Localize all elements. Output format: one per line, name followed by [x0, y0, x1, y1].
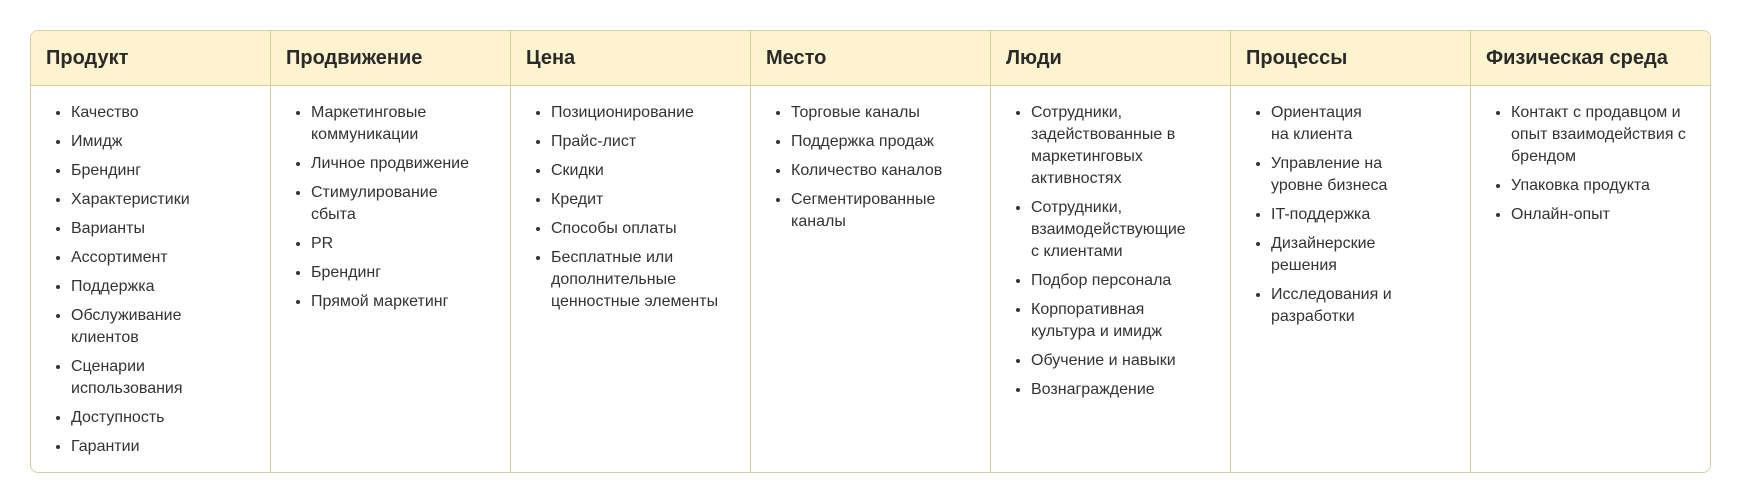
list-item: • Сотрудники, задействованные в маркетинговых активностях	[1031, 102, 1181, 190]
column-header: Люди	[991, 31, 1230, 86]
column-body	[31, 86, 270, 472]
list-item: • Сотрудники, взаимодействующие с клиентами	[1031, 197, 1191, 263]
column-place	[751, 31, 991, 472]
list-item: • IT-поддержка	[1271, 204, 1458, 226]
column-promotion	[271, 31, 511, 472]
list-item: • Корпоративная культура и имидж	[1031, 299, 1181, 343]
bullet-list	[775, 102, 978, 233]
list-item: • Характеристики	[71, 189, 258, 211]
column-body	[511, 86, 750, 472]
list-item: • Доступность	[71, 407, 258, 429]
list-item: • Скидки	[551, 160, 738, 182]
list-item: • Позиционирование	[551, 102, 738, 124]
list-item: • Кредит	[551, 189, 738, 211]
list-item: • Гарантии	[71, 436, 258, 458]
bullet-list	[1015, 102, 1218, 401]
list-item: • Подбор персонала	[1031, 270, 1218, 292]
column-header: Физическая среда	[1471, 31, 1710, 86]
column-header: Процессы	[1231, 31, 1470, 86]
column-body	[991, 86, 1230, 472]
list-item: • Способы оплаты	[551, 218, 738, 240]
list-item: • Ориентация на клиента	[1271, 102, 1381, 146]
list-item: • Обслуживание клиентов	[71, 305, 201, 349]
column-body	[1231, 86, 1470, 472]
list-item: • PR	[311, 233, 498, 255]
column-body	[271, 86, 510, 472]
list-item: • Онлайн-опыт	[1511, 204, 1698, 226]
list-item: • Количество каналов	[791, 160, 978, 182]
list-item: • Дизайнерские решения	[1271, 233, 1401, 277]
list-item: • Личное продвижение	[311, 153, 498, 175]
list-item: • Упаковка продукта	[1511, 175, 1698, 197]
list-item: • Обучение и навыки	[1031, 350, 1218, 372]
column-header: Место	[751, 31, 990, 86]
list-item: • Имидж	[71, 131, 258, 153]
list-item: • Маркетинговые коммуникации	[311, 102, 446, 146]
bullet-list	[55, 102, 258, 458]
list-item: • Контакт с продавцом и опыт взаимодействия с брендом	[1511, 102, 1686, 168]
list-item: • Брендинг	[71, 160, 258, 182]
marketing-mix-table	[30, 30, 1711, 473]
list-item: • Брендинг	[311, 262, 498, 284]
column-price	[511, 31, 751, 472]
bullet-list	[535, 102, 738, 313]
list-item: • Варианты	[71, 218, 258, 240]
column-product	[31, 31, 271, 472]
list-item: • Вознаграждение	[1031, 379, 1218, 401]
column-body	[751, 86, 990, 472]
list-item: • Управление на уровне бизнеса	[1271, 153, 1436, 197]
bullet-list	[1495, 102, 1698, 226]
column-header: Цена	[511, 31, 750, 86]
list-item: • Поддержка продаж	[791, 131, 978, 153]
column-processes	[1231, 31, 1471, 472]
list-item: • Торговые каналы	[791, 102, 978, 124]
column-header: Продукт	[31, 31, 270, 86]
list-item: • Сегментированные каналы	[791, 189, 951, 233]
list-item: • Прайс-лист	[551, 131, 738, 153]
list-item: • Бесплатные или дополнительные ценностные элементы	[551, 247, 726, 313]
bullet-list	[295, 102, 498, 313]
list-item: • Исследования и разработки	[1271, 284, 1401, 328]
list-item: • Стимулирование сбыта	[311, 182, 446, 226]
list-item: • Ассортимент	[71, 247, 258, 269]
column-header: Продвижение	[271, 31, 510, 86]
list-item: • Поддержка	[71, 276, 258, 298]
column-people	[991, 31, 1231, 472]
list-item: • Прямой маркетинг	[311, 291, 498, 313]
column-body	[1471, 86, 1710, 472]
list-item: • Качество	[71, 102, 258, 124]
list-item: • Сценарии использования	[71, 356, 201, 400]
column-physical-evidence	[1471, 31, 1710, 472]
bullet-list	[1255, 102, 1458, 328]
